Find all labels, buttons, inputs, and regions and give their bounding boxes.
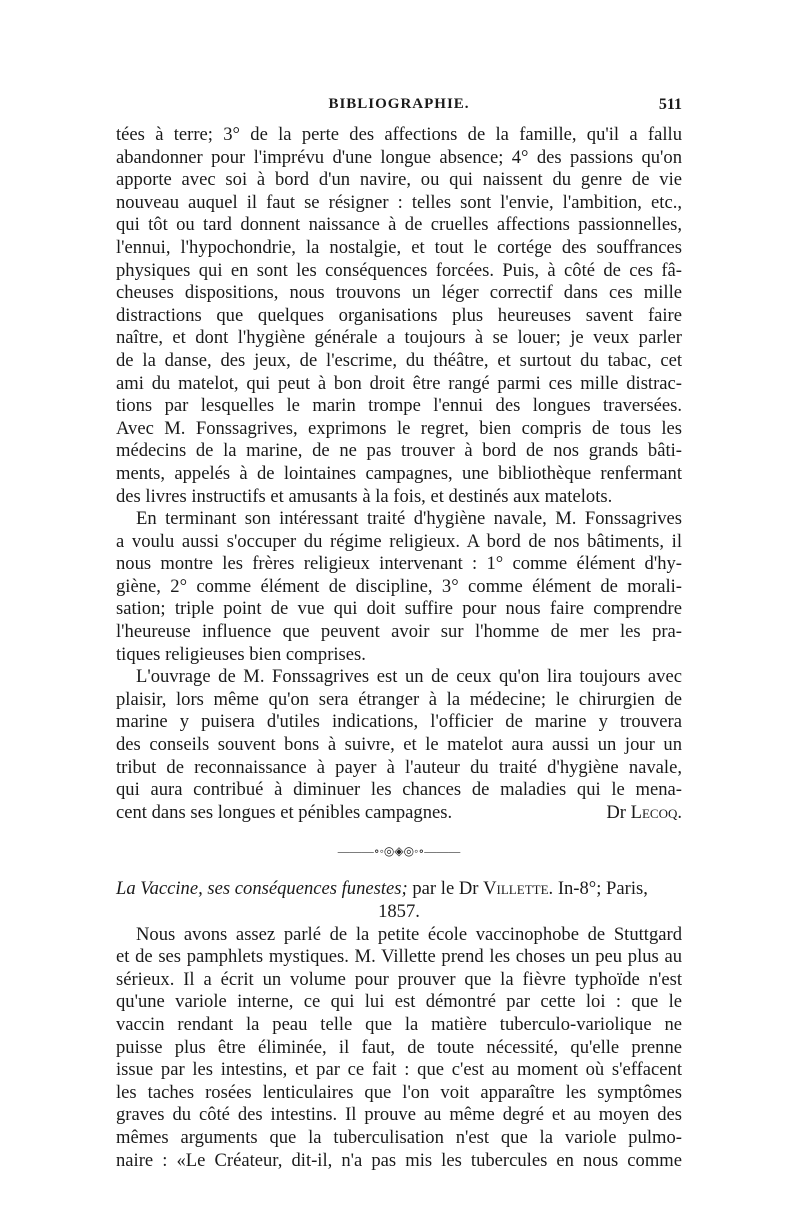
text-line: issue par les intestins, et par ce fait : que c'est au moment où s'effacent [116,1059,682,1081]
text-line: des livres instructifs et amusants à la fois, et destinés aux matelots. [116,485,613,507]
ornament-divider: ———∘◦◎◈◎◦∘——— [337,844,461,859]
text-line: sation; triple point de vue qui doit suffire pour nous faire comprendre [116,598,682,620]
text-line: tiques religieuses bien comprises. [116,643,366,665]
book-title: La Vaccine, ses conséquences funestes; [116,878,408,900]
text-line: sérieux. Il a écrit un volume pour prouver que la fièvre typhoïde n'est [116,968,682,990]
text-line: de la danse, des jeux, de l'escrime, du théâtre, et surtout du tabac, cet [116,349,682,371]
book-title-line [116,878,682,901]
text-line: puisse plus être éliminée, il faut, de toute nécessité, qu'elle prenne [116,1036,682,1058]
page-number: 511 [658,96,682,113]
text-line: et de ses pamphlets mystiques. M. Villette prend les choses un peu plus au [116,946,682,968]
text-line: les taches rosées lenticulaires que l'on voit apparaître les symptômes [116,1081,682,1103]
text-line: plaisir, lors même qu'on sera étranger à la médecine; le chirurgien de [116,688,682,710]
text-line: nouveau auquel il faut se résigner : telles sont l'envie, l'ambition, etc., [116,191,682,213]
text-line: Nous avons assez parlé de la petite école vaccinophobe de Stuttgard [136,923,682,945]
text-line: nous montre les frères religieux intervenant : 1° comme élément d'hy- [116,553,682,575]
text-line: apporte avec soi à bord d'un navire, ou qui naissent du genre de vie [116,169,682,191]
review-paragraph-3 [116,666,682,824]
text-line: médecins de la marine, de ne pas trouver à bord de nos grands bâti- [116,440,682,462]
text-line: des conseils souvent bons à suivre, et le matelot aura aussi un jour un [116,734,682,756]
closing-text: cent dans ses longues et pénibles campagnes. [116,801,453,823]
text-line: graves du côté des intestins. Il prouve au même degré et au moyen des [116,1104,682,1126]
book-publication: . In-8°; Paris, [548,878,648,900]
signature-prefix: Dr [606,801,626,823]
signature-name: Lecoq. [630,801,682,823]
text-line: ami du matelot, qui peut à bon droit être rangé parmi ces mille distrac- [116,372,682,394]
text-line: qu'une variole interne, ce qui lui est démontré par cette loi : que le [116,991,682,1013]
text-line: a voulu aussi s'occuper du régime religieux. A bord de nos bâtiments, il [116,530,682,552]
section-divider [116,824,682,878]
review-paragraph-2 [116,508,682,666]
text-line: tées à terre; 3° de la perte des affections de la famille, qu'il a fallu [116,124,682,145]
text-line: qui tôt ou tard donnent naissance à de cruelles affections passionnelles, [116,214,682,236]
text-line: ments, appelés à de lointaines campagnes, une bibliothèque renfermant [116,462,682,484]
closing-line [116,802,682,825]
text-line: l'heureuse influence que peuvent avoir sur l'homme de mer les pra- [116,621,682,643]
page-header [116,96,682,120]
text-line: tribut de reconnaissance à payer à l'auteur du traité d'hygiène navale, [116,756,682,778]
text-line: physiques qui en sont les conséquences forcées. Puis, à côté de ces fâ- [116,259,682,281]
text-line: cheuses dispositions, nous trouvons un léger correctif dans ces mille [116,282,682,304]
text-line: giène, 2° comme élément de discipline, 3° comme élément de morali- [116,575,682,597]
text-line: Avec M. Fonssagrives, exprimons le regret, bien compris de tous les [116,417,682,439]
text-line: naître, et dont l'hygiène générale a toujours à se louer; je veux parler [116,327,682,349]
text-line: distractions que quelques organisations plus heureuses savent faire [116,304,682,326]
review-paragraph-1 [116,124,682,508]
text-line: En terminant son intéressant traité d'hygiène navale, M. Fonssagrives [136,508,682,530]
text-line: qui aura contribué à diminuer les chances de maladies qui le mena- [116,779,682,801]
text-line: abandonner pour l'imprévu d'une longue absence; 4° des passions qu'on [116,146,682,168]
signature [606,802,682,825]
text-line: mêmes arguments que la tuberculisation n'est que la variole pulmo- [116,1126,682,1148]
body-text [116,124,682,1172]
review-paragraph-4 [116,924,682,1173]
text-line: vaccin rendant la peau telle que la matière tuberculo-variolique ne [116,1013,682,1035]
book-year: 1857. [378,901,420,922]
book-entry-heading [116,878,682,923]
text-line: naire : «Le Créateur, dit-il, n'a pas mis les tubercules en nous comme [116,1149,682,1171]
text-line: tions par lesquelles le marin trompe l'ennui des longues traversées. [116,395,682,417]
text-line: marine y puisera d'utiles indications, l'officier de marine y trouvera [116,711,682,733]
text-line: L'ouvrage de M. Fonssagrives est un de ceux qu'on lira toujours avec [136,666,682,688]
text-line: l'ennui, l'hypochondrie, la nostalgie, et tout le cortége des souffrances [116,236,682,258]
book-author: Villette [483,878,549,900]
book-title-text: par le Dr [407,878,484,900]
running-head: BIBLIOGRAPHIE. [328,96,470,112]
